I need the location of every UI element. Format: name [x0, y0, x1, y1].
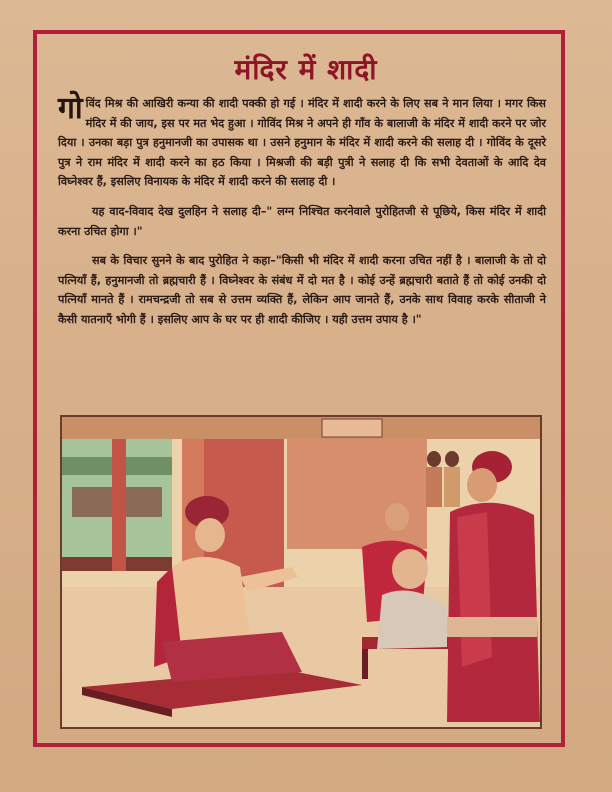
story-title: मंदिर में शादी	[234, 53, 378, 86]
paragraph-2: यह वाद-विवाद देख दुलहिन ने सलाह दी–" लग्न निश्चित करनेवाले पुरोहितजी से पूछिये, किस मंदिर में शादी करना उचित होगा ।"	[58, 204, 546, 238]
story-body	[58, 91, 546, 340]
paragraph-1	[58, 91, 546, 192]
paragraph-3: सब के विचार सुनने के बाद पुरोहित ने कहा–"किसी भी मंदिर में शादी करना उचित नहीं है । बालाजी के तो दो पत्नियाँ हैं, हनुमानजी तो ब्रह्मचारी हैं । विघ्नेश्वर के संबंध में दो मत है । कोई उन्हें ब्रह्मचारी बताते हैं तो कोई उनकी दो पत्नियाँ मानते हैं । रामचन्द्रजी तो सब से उत्तम व्यक्ति हैं, लेकिन आप जानते हैं, उनके साथ विवाह करके सीताजी ने कैसी यातनाएँ भोगी हैं । इसलिए आप के घर पर ही शादी कीजिए । यही उत्तम उपाय है ।"	[58, 254, 546, 326]
pillar	[112, 439, 126, 571]
drop-cap: गो	[58, 91, 83, 126]
paragraph-1-text: विंद मिश्र की आखिरी कन्या की शादी पक्की हो गई । मंदिर में शादी करने के लिए सब ने मान लिया । मगर किस मंदिर में की जाय, इस पर मत भेद हुआ । गोविंद मिश्र ने अपने ही गाँव के बालाजी के मंदिर में शादी करने पर जोर दिया । उनका बड़ा पुत्र हनुमानजी का उपासक था । उसने हनुमान के मंदिर में शादी करने की सलाह दी । गोविंद के दूसरे पुत्र ने राम मंदिर में शादी करने का हठ किया । मिश्रजी की बड़ी पुत्री ने सलाह दी कि सभी देवताओं के आदि देव विघ्नेश्वर हैं, इसलिए विनायक के मंदिर में शादी करने की सलाह दी ।	[58, 97, 546, 189]
story-illustration	[60, 415, 542, 729]
illustration-scene	[62, 417, 540, 727]
